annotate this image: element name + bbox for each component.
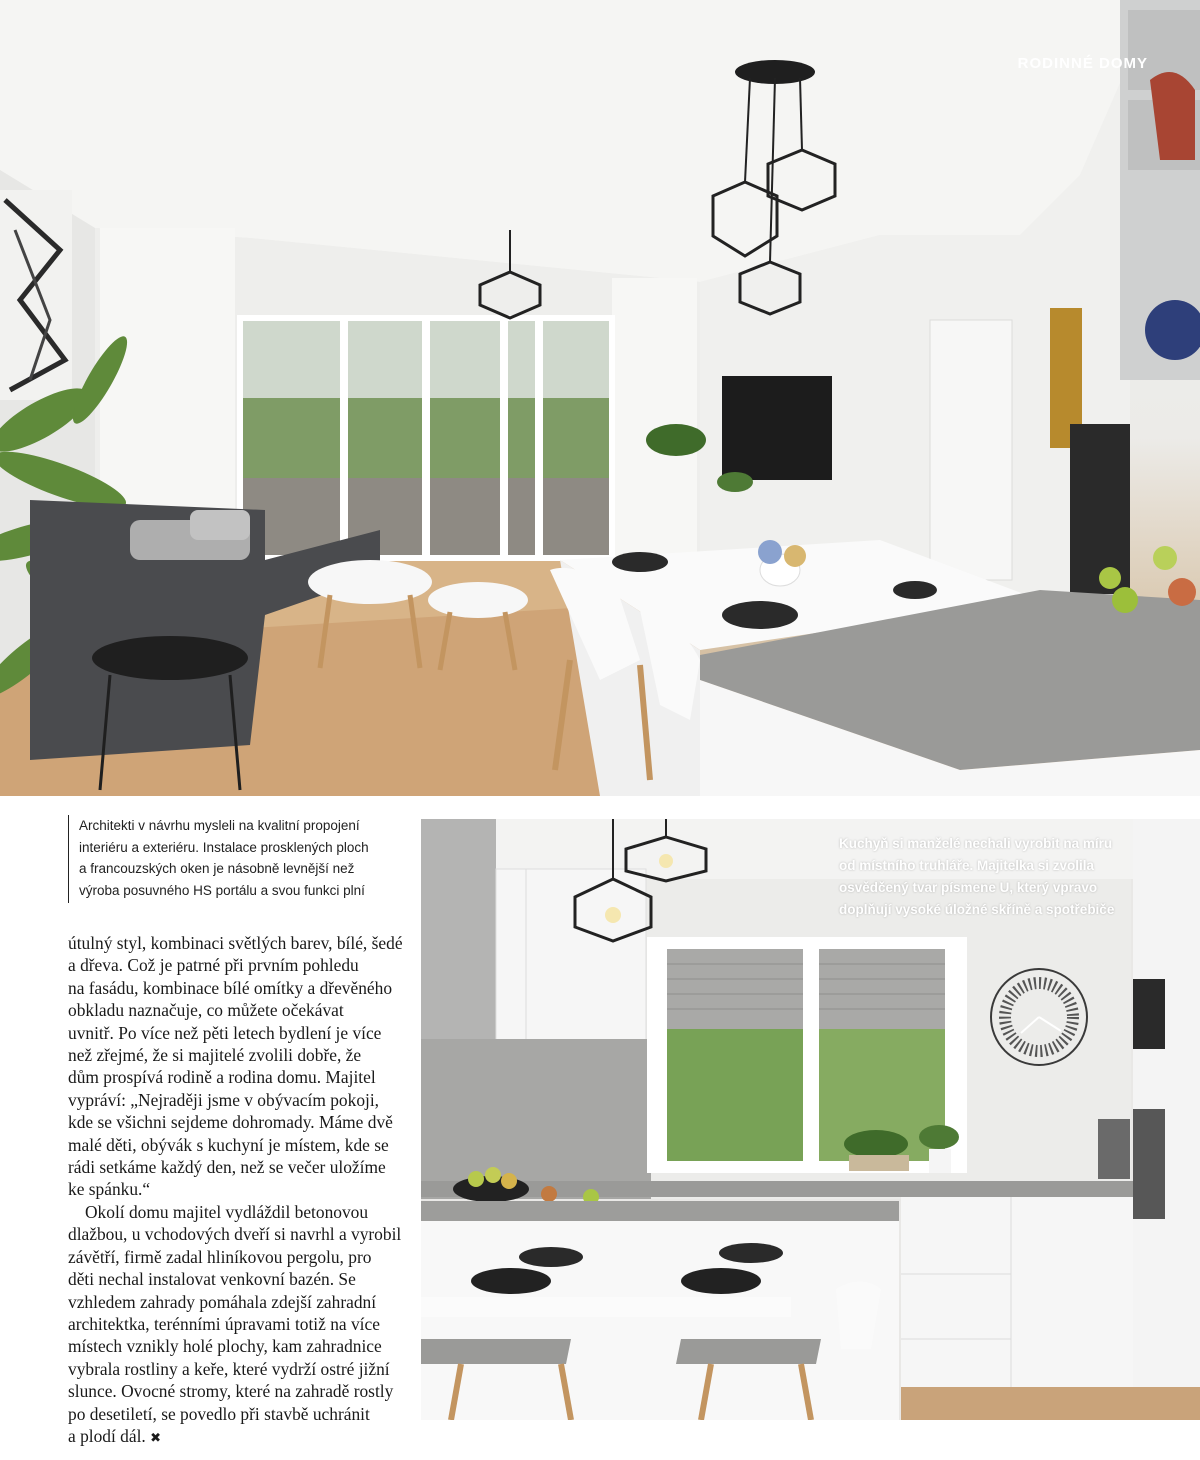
text-line: obkladu naznačuje, co můžete očekávat: [68, 1000, 344, 1021]
caption-line: od místního truhláře. Majitelka si zvolila: [839, 858, 1095, 873]
caption-line: interiéru a exteriéru. Instalace prosklených ploch: [79, 839, 369, 855]
photo-caption-living-room: [68, 815, 409, 903]
caption-line: a francouzských oken je násobně levnější než: [79, 861, 355, 876]
caption-line: výroba posuvného HS portálu a svou funkci plní: [79, 882, 365, 898]
text-line: dům prospívá rodině a rodina domu. Majitel: [68, 1067, 376, 1088]
text-line: závětří, firmě zadal hliníkovou pergolu, pro: [68, 1246, 372, 1267]
caption-line: Architekti v návrhu mysleli na kvalitní propojení: [79, 818, 360, 833]
text-line: kde se všichni sejdeme dohromady. Máme dvě: [68, 1112, 393, 1133]
text-line: ke spánku.“: [68, 1179, 151, 1200]
caption-line: osvědčený tvar písmene U, který vpravo: [839, 880, 1098, 895]
text-line: a dřeva. Což je patrné při prvním pohledu: [68, 955, 359, 976]
text-line: Okolí domu majitel vydláždil betonovou: [85, 1201, 369, 1222]
text-line: dlažbou, u vchodových dveří si navrhl a vyrobil: [68, 1224, 402, 1245]
text-line: uvnitř. Po více než pěti letech bydlení je více: [68, 1022, 382, 1043]
kitchen-photo: [421, 819, 1200, 1420]
text-line: na fasádu, kombinace bílé omítky a dřevěného: [68, 977, 393, 998]
article-paragraph-1: [68, 932, 404, 1201]
text-line: po desetiletí, se povedlo při stavbě uchránit: [68, 1403, 370, 1424]
text-line: vzhledem zahrady pomáhala zdejší zahradní: [68, 1291, 377, 1312]
text-line: vypráví: „Nejraději jsme v obývacím pokoji,: [68, 1089, 380, 1110]
text-line: a plodí dál.: [68, 1425, 146, 1446]
text-line: rádi setkáme každý den, než se večer uložíme: [68, 1157, 386, 1178]
text-line: slunce. Ovocné stromy, které na zahradě rostly: [68, 1381, 394, 1402]
article-paragraph-2: [68, 1201, 404, 1450]
article-body: [68, 932, 404, 1450]
text-line: místech vznikly holé plochy, kam zahradnice: [68, 1336, 382, 1357]
end-mark-icon: ✖: [150, 1430, 162, 1446]
text-line: vybrala rostliny a keře, které vydrží ostré jižní: [68, 1358, 390, 1379]
text-line: útulný styl, kombinaci světlých barev, bílé, šedé: [68, 933, 403, 953]
photo-caption-kitchen: [839, 833, 1139, 921]
caption-line: Kuchyň si manželé nechali vyrobit na míru: [839, 836, 1113, 851]
text-line: malé děti, obývák s kuchyní je místem, kde se: [68, 1134, 389, 1155]
text-line: než zřejmé, že si majitelé zvolili dobře, že: [68, 1045, 362, 1066]
text-line: děti nechal instalovat venkovní bazén. Se: [68, 1269, 356, 1290]
section-label: RODINNÉ DOMY: [1017, 55, 1148, 72]
caption-line: doplňují vysoké úložné skříně a spotřebiče: [839, 902, 1115, 917]
text-line: architektka, terénními úpravami totiž na více: [68, 1313, 380, 1334]
